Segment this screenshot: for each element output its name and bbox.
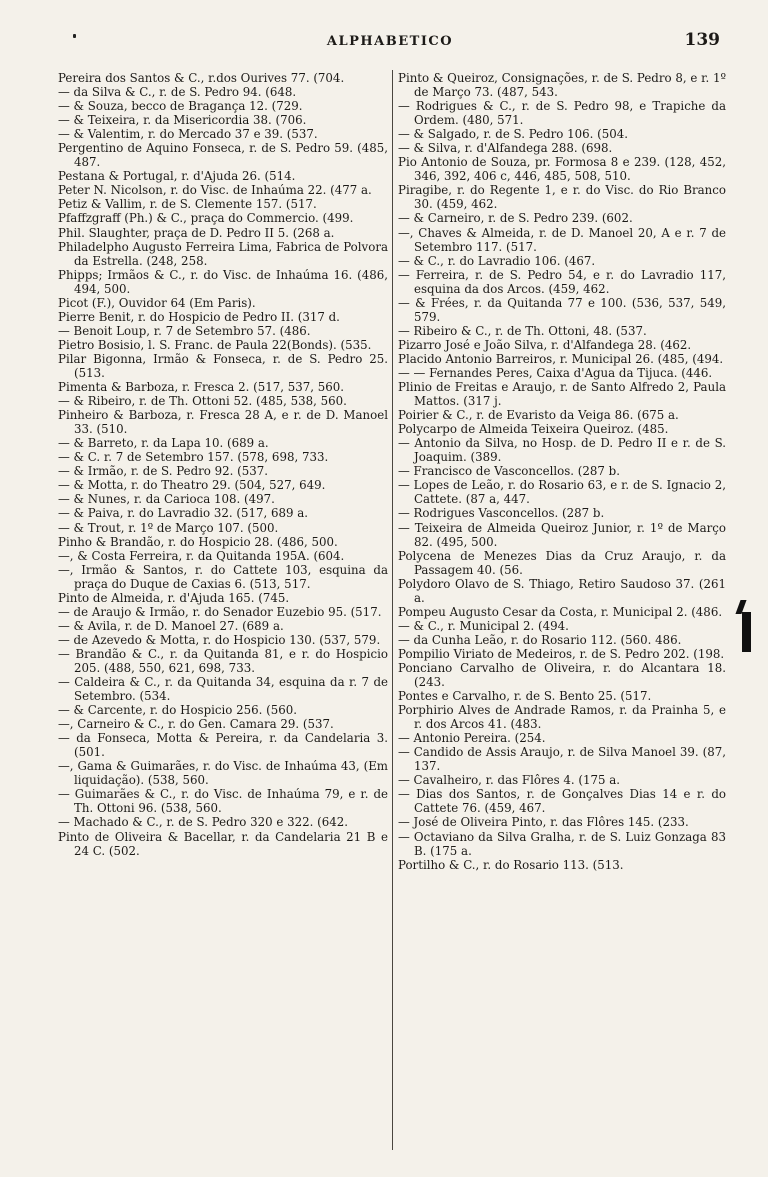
directory-entry: — Antonio da Silva, no Hosp. de D. Pedro II e r. de S. Joaquim. (389.	[398, 436, 726, 465]
directory-entry: — José de Oliveira Pinto, r. das Flôres 145. (233.	[398, 815, 689, 830]
directory-entry: Polydoro Olavo de S. Thiago, Retiro Saudoso 37. (261 a.	[398, 576, 726, 605]
directory-entry: Pinto de Oliveira & Bacellar, r. da Candelaria 21 B e 24 C. (502.	[58, 829, 388, 858]
directory-entry: — Antonio Pereira. (254.	[398, 731, 546, 746]
directory-entry: Porphirio Alves de Andrade Ramos, r. da Prainha 5, e r. dos Arcos 41. (483.	[398, 703, 726, 732]
directory-entry: Piragibe, r. do Regente 1, e r. do Visc. do Rio Branco 30. (459, 462.	[398, 183, 726, 212]
directory-entry: — & Irmão, r. de S. Pedro 92. (537.	[58, 464, 269, 479]
directory-entry: — — Fernandes Peres, Caixa d'Agua da Tijuca. (446.	[398, 365, 713, 380]
directory-entry: — Ribeiro & C., r. de Th. Ottoni, 48. (537.	[398, 323, 647, 338]
directory-entry: — de Araujo & Irmão, r. do Senador Euzebio 95. (517.	[58, 604, 382, 619]
directory-entry: — & Valentim, r. do Mercado 37 e 39. (537.	[58, 127, 318, 142]
column-divider	[392, 70, 393, 1150]
directory-entry: — Teixeira de Almeida Queiroz Junior, r. 1º de Março 82. (495, 500.	[398, 520, 726, 549]
directory-entry: — & Frées, r. da Quitanda 77 e 100. (536, 537, 549, 579.	[398, 295, 726, 324]
directory-entry: Philadelpho Augusto Ferreira Lima, Fabrica de Polvora da Estrella. (248, 258.	[58, 239, 388, 268]
directory-entry: — & Barreto, r. da Lapa 10. (689 a.	[58, 436, 269, 451]
directory-entry: —, Carneiro & C., r. do Gen. Camara 29. (537.	[58, 717, 334, 732]
directory-entry: — Caldeira & C., r. da Quitanda 34, esquina da r. 7 de Setembro. (534.	[58, 675, 388, 704]
directory-entry: Pereira dos Santos & C., r.dos Ourives 77. (704.	[58, 71, 345, 85]
directory-entry: — & C. r. 7 de Setembro 157. (578, 698, 733.	[58, 450, 329, 465]
directory-entry: Phipps; Irmãos & C., r. do Visc. de Inhaúma 16. (486, 494, 500.	[58, 267, 388, 296]
directory-entry: — & Salgado, r. de S. Pedro 106. (504.	[398, 127, 629, 142]
directory-entry: — Candido de Assis Araujo, r. de Silva Manoel 39. (87, 137.	[398, 745, 726, 774]
directory-entry: Polycena de Menezes Dias da Cruz Araujo, r. da Passagem 40. (56.	[398, 548, 726, 577]
page-header	[60, 30, 720, 56]
directory-entry: Pizarro José e João Silva, r. d'Alfandega 28. (462.	[398, 337, 692, 352]
directory-entry: — de Azevedo & Motta, r. do Hospicio 130. (537, 579.	[58, 632, 381, 647]
directory-entry: Poirier & C., r. de Evaristo da Veiga 86. (675 a.	[398, 408, 679, 423]
directory-entry: Pestana & Portugal, r. d'Ajuda 26. (514.	[58, 169, 296, 184]
directory-entry: Placido Antonio Barreiros, r. Municipal 26. (485, (494.	[398, 351, 724, 366]
directory-entry: Pio Antonio de Souza, pr. Formosa 8 e 239. (128, 452, 346, 392, 406 c, 446, 485, 508, 510.	[398, 155, 726, 184]
directory-entry: —, Irmão & Santos, r. do Cattete 103, esquina da praça do Duque de Caxias 6. (513, 517.	[58, 562, 388, 591]
directory-entry: — & Motta, r. do Theatro 29. (504, 527, 649.	[58, 478, 326, 493]
directory-entry: Petiz & Vallim, r. de S. Clemente 157. (517.	[58, 197, 317, 212]
directory-entry: — Machado & C., r. de S. Pedro 320 e 322. (642.	[58, 815, 349, 830]
directory-entry: — Lopes de Leão, r. do Rosario 63, e r. de S. Ignacio 2, Cattete. (87 a, 447.	[398, 478, 726, 507]
directory-entry: Pompeu Augusto Cesar da Costa, r. Municipal 2. (486.	[398, 604, 723, 619]
directory-entry: — Francisco de Vasconcellos. (287 b.	[398, 464, 620, 479]
directory-entry: Picot (F.), Ouvidor 64 (Em Paris).	[58, 295, 256, 310]
directory-entry: — Dias dos Santos, r. de Gonçalves Dias 14 e r. do Cattete 76. (459, 467.	[398, 787, 726, 816]
right-column	[398, 71, 726, 1151]
directory-entry: — Ferreira, r. de S. Pedro 54, e r. do Lavradio 117, esquina da dos Arcos. (459, 462.	[398, 267, 726, 296]
directory-entry: — da Fonseca, Motta & Pereira, r. da Candelaria 3. (501.	[58, 731, 388, 760]
directory-entry: — Cavalheiro, r. das Flôres 4. (175 a.	[398, 773, 621, 788]
directory-entry: Pietro Bosisio, l. S. Franc. de Paula 22(Bonds). (535.	[58, 337, 372, 352]
directory-entry: Polycarpo de Almeida Teixeira Queiroz. (485.	[398, 422, 669, 437]
directory-entry: — & Nunes, r. da Carioca 108. (497.	[58, 492, 275, 507]
directory-entry: —, Chaves & Almeida, r. de D. Manoel 20, A e r. 7 de Setembro 117. (517.	[398, 225, 726, 254]
directory-entry: Pierre Benit, r. do Hospicio de Pedro II. (317 d.	[58, 309, 340, 324]
directory-entry: — & Carneiro, r. de S. Pedro 239. (602.	[398, 211, 633, 226]
directory-entry: Ponciano Carvalho de Oliveira, r. do Alcantara 18. (243.	[398, 660, 726, 690]
margin-mark	[742, 612, 751, 652]
directory-entry: — & Avila, r. de D. Manoel 27. (689 a.	[58, 618, 284, 633]
directory-entry: — Brandão & C., r. da Quitanda 81, e r. do Hospicio 205. (488, 550, 621, 698, 733.	[58, 646, 388, 675]
directory-entry: — & Souza, becco de Bragança 12. (729.	[58, 99, 303, 114]
directory-entry: Pinto & Queiroz, Consignações, r. de S. Pedro 8, e r. 1º de Março 73. (487, 543.	[398, 71, 726, 100]
directory-entry: Pontes e Carvalho, r. de S. Bento 25. (517.	[398, 689, 652, 704]
directory-entry: Pimenta & Barboza, r. Fresca 2. (517, 537, 560.	[58, 380, 344, 395]
directory-entry: —, & Costa Ferreira, r. da Quitanda 195A. (604.	[58, 548, 345, 563]
directory-entry: — & Paiva, r. do Lavradio 32. (517, 689 a.	[58, 506, 309, 521]
directory-entry: — & Teixeira, r. da Misericordia 38. (706.	[58, 113, 307, 128]
directory-entry: — Octaviano da Silva Gralha, r. de S. Luiz Gonzaga 83 B. (175 a.	[398, 829, 726, 858]
directory-entry: — Guimarães & C., r. do Visc. de Inhaúma 79, e r. de Th. Ottoni 96. (538, 560.	[58, 787, 388, 816]
directory-entry: Plinio de Freitas e Araujo, r. de Santo Alfredo 2, Paula Mattos. (317 j.	[398, 380, 726, 409]
page-number: 139	[684, 30, 720, 50]
directory-entry: Pfaffzgraff (Ph.) & C., praça do Commercio. (499.	[58, 211, 354, 226]
directory-entry: Pinto de Almeida, r. d'Ajuda 165. (745.	[58, 590, 290, 605]
directory-entry: Pompilio Viriato de Medeiros, r. de S. Pedro 202. (198.	[398, 646, 725, 661]
directory-entry: — Rodrigues Vasconcellos. (287 b.	[398, 506, 605, 521]
directory-entry: — & Carcente, r. do Hospicio 256. (560.	[58, 703, 298, 718]
directory-entry: Pinho & Brandão, r. do Hospicio 28. (486, 500.	[58, 534, 338, 549]
directory-entry: Pergentino de Aquino Fonseca, r. de S. Pedro 59. (485, 487.	[58, 141, 388, 170]
directory-entry: Phil. Slaughter, praça de D. Pedro II 5. (268 a.	[58, 225, 335, 240]
directory-entry: Pilar Bigonna, Irmão & Fonseca, r. de S. Pedro 25. (513.	[58, 351, 388, 380]
directory-entry: Pinheiro & Barboza, r. Fresca 28 A, e r. de D. Manoel 33. (510.	[58, 408, 388, 437]
directory-entry: — & C., r. Municipal 2. (494.	[398, 618, 569, 633]
running-title: ALPHABETICO	[326, 34, 454, 49]
directory-entry: Peter N. Nicolson, r. do Visc. de Inhaúma 22. (477 a.	[58, 183, 372, 198]
directory-entry: — & Ribeiro, r. de Th. Ottoni 52. (485, 538, 560.	[58, 394, 347, 409]
directory-entry: — & Trout, r. 1º de Março 107. (500.	[58, 520, 279, 535]
directory-entry: — & C., r. do Lavradio 106. (467.	[398, 253, 596, 268]
directory-entry: — Benoit Loup, r. 7 de Setembro 57. (486.	[58, 323, 311, 338]
directory-entry: — da Cunha Leão, r. do Rosario 112. (560. 486.	[398, 632, 682, 647]
directory-entry: Portilho & C., r. do Rosario 113. (513.	[398, 857, 624, 872]
directory-entry: — Rodrigues & C., r. de S. Pedro 98, e Trapiche da Ordem. (480, 571.	[398, 99, 726, 128]
left-column	[58, 71, 388, 1151]
directory-entry: — & Silva, r. d'Alfandega 288. (698.	[398, 141, 613, 156]
directory-entry: —, Gama & Guimarães, r. do Visc. de Inhaúma 43, (Em liquidação). (538, 560.	[58, 759, 388, 788]
directory-entry: — da Silva & C., r. de S. Pedro 94. (648.	[58, 85, 297, 100]
